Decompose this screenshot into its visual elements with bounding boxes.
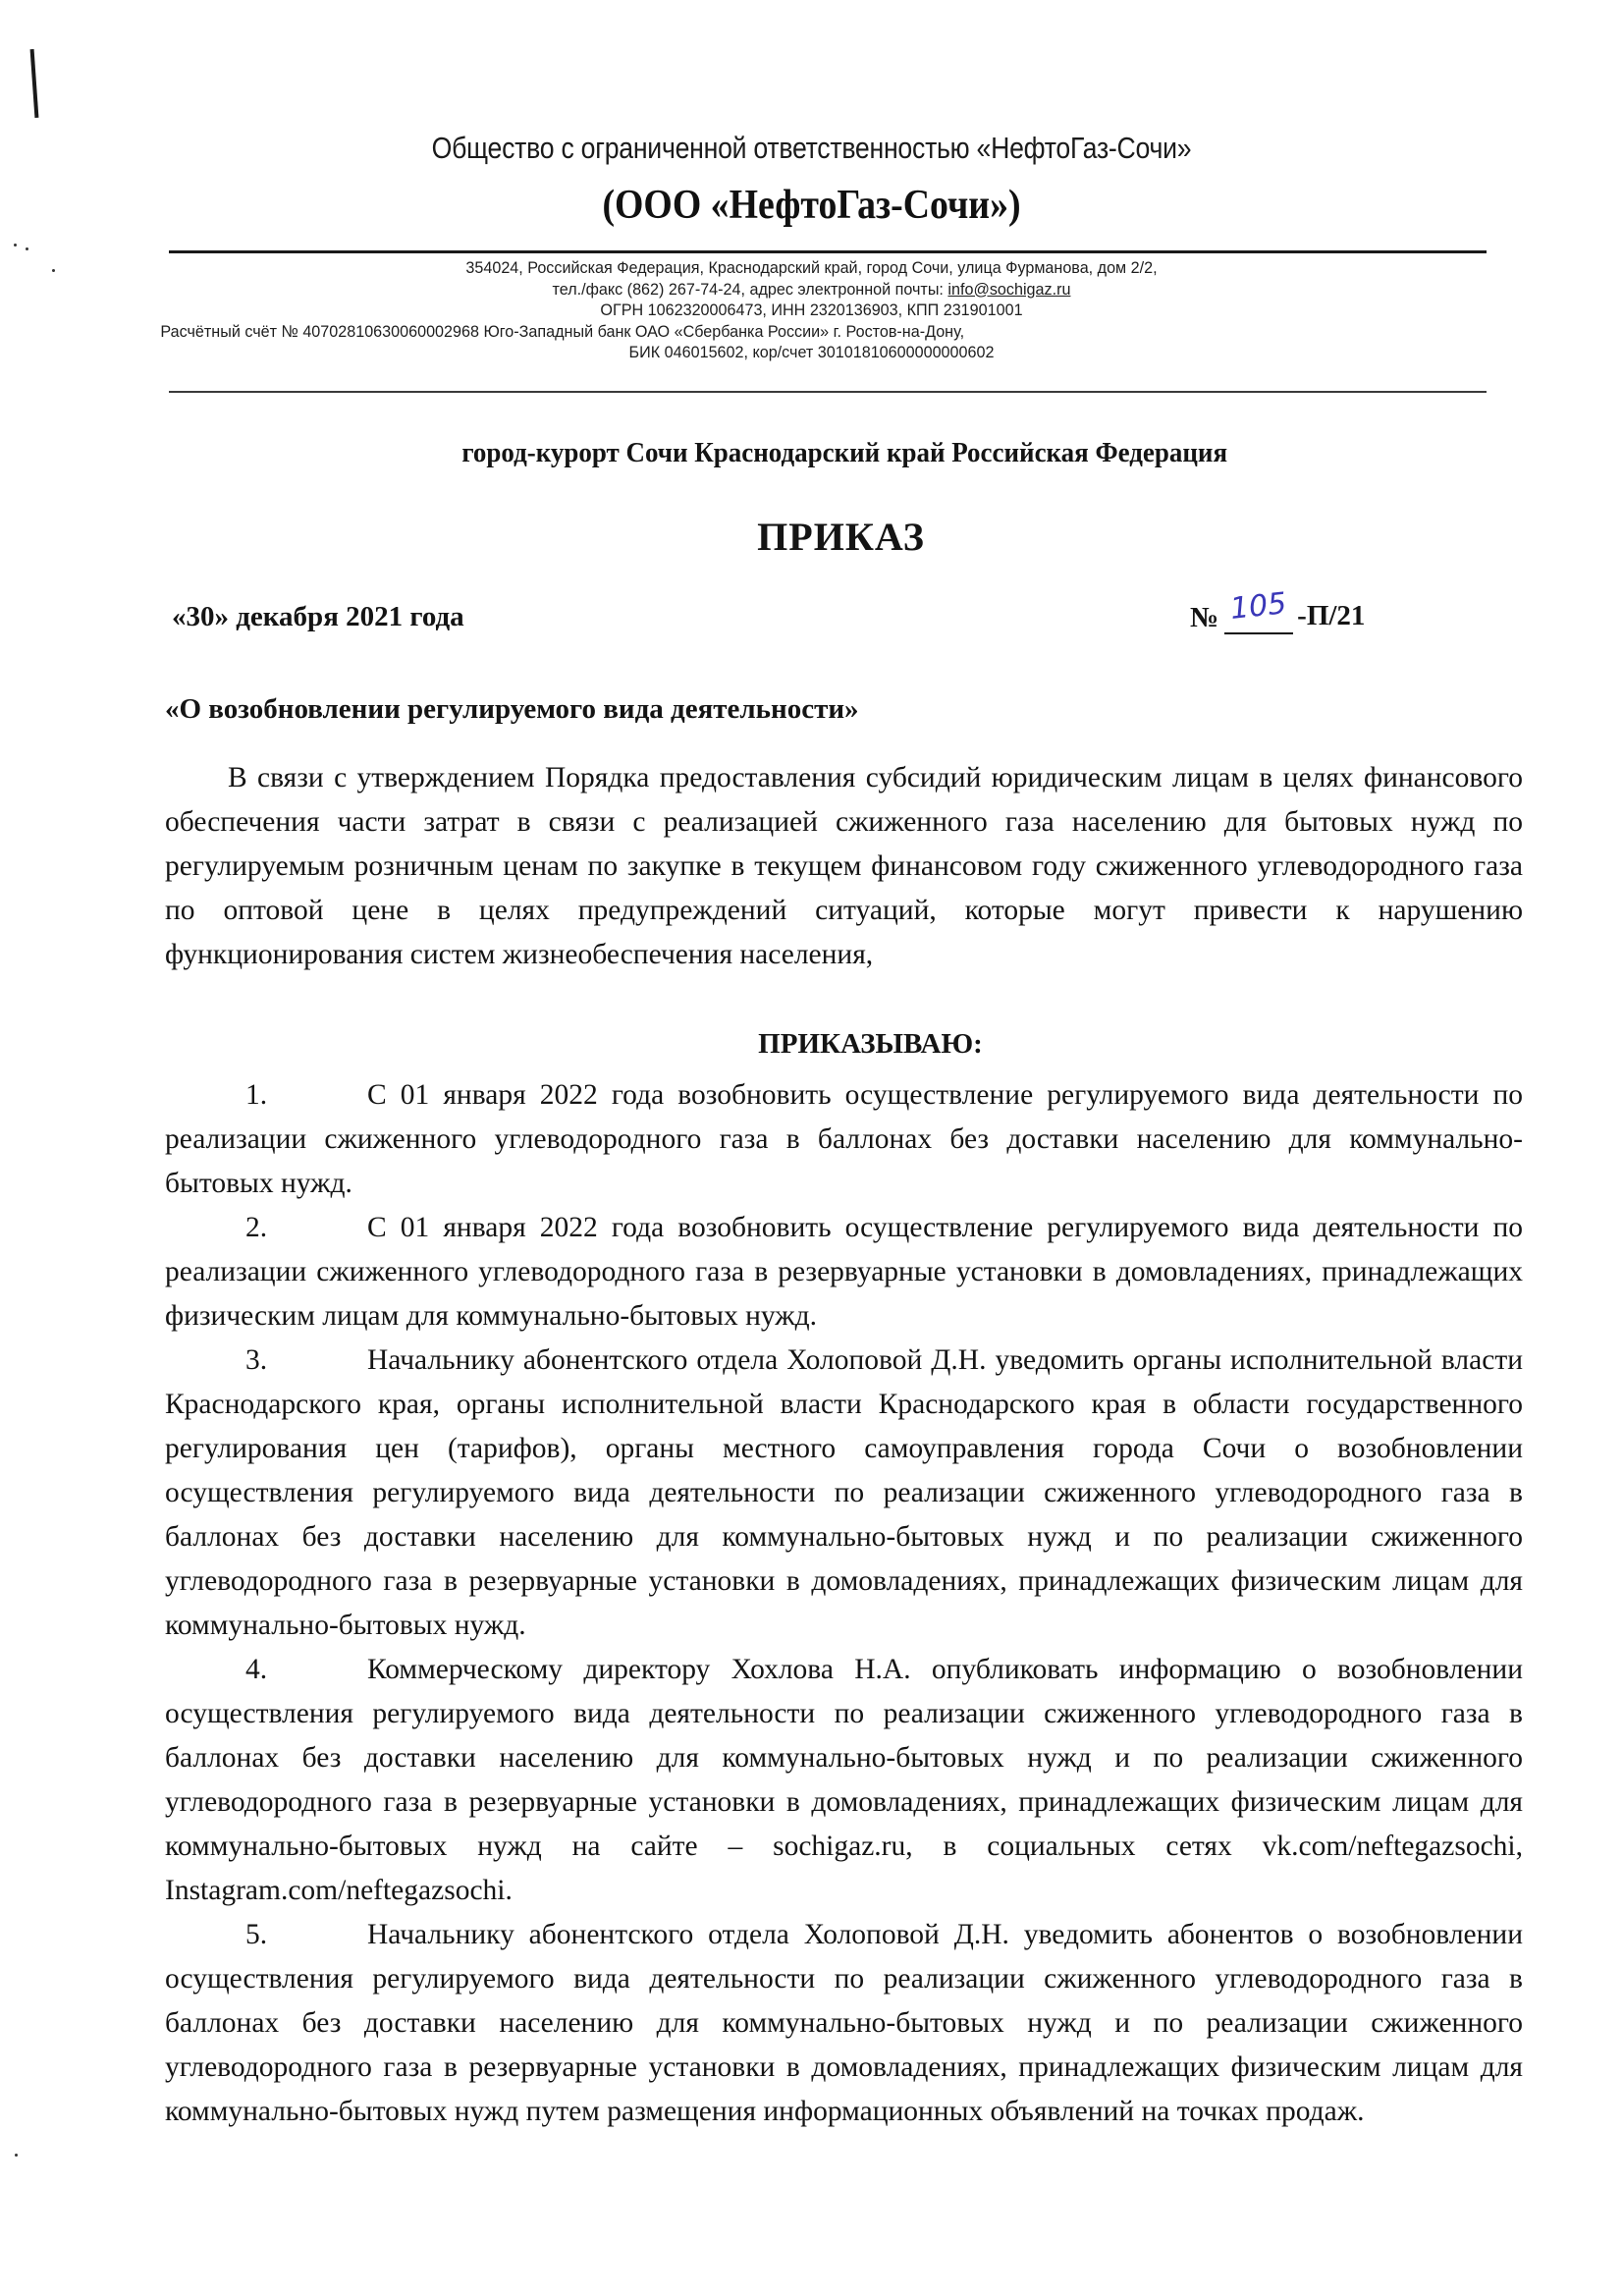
order-item-3 <box>165 1339 1523 1648</box>
preamble-paragraph: В связи с утверждением Порядка предоставления субсидий юридическим лицам в целях финансового обеспечения части затрат в связи с реализацией сжиженного газа населению для бытовых нужд по регулируемым розничным ценам по закупке в текущем финансовом году сжиженного углеводородного газа по оптовой цене в целях предупреждений ситуаций, которые могут привести к нарушению функционирования систем жизнеобеспечения населения, <box>165 762 1523 970</box>
city-line: город-курорт Сочи Краснодарский край Российская Федерация <box>461 437 1228 468</box>
number-suffix: -П/21 <box>1297 600 1366 631</box>
letterhead-divider-top <box>169 250 1487 253</box>
bank-account-line: Расчётный счёт № 40702810630060002968 Юго-Западный банк ОАО «Сбербанка России» г. Ростов-на-Дону, <box>160 321 965 341</box>
number-sign: № <box>1190 602 1219 633</box>
contact-prefix: тел./факс (862) 267-74-24, адрес электронной почты: <box>552 279 948 299</box>
item-number: 1. <box>245 1079 268 1111</box>
organization-short-name: (ООО «НефтоГаз-Сочи») <box>602 183 1021 228</box>
registration-line: ОГРН 1062320006473, ИНН 2320136903, КПП 231901001 <box>600 301 1023 319</box>
document-date: «30» декабря 2021 года <box>172 601 464 632</box>
contact-line <box>40 279 1582 301</box>
handwritten-number: 105 <box>1228 586 1289 627</box>
decree-heading: ПРИКАЗЫВАЮ: <box>758 1028 983 1060</box>
letterhead-divider-bottom <box>169 391 1487 393</box>
document-title: ПРИКАЗ <box>757 515 925 559</box>
address-line: 354024, Российская Федерация, Краснодарский край, город Сочи, улица Фурманова, дом 2/2, <box>465 258 1158 277</box>
document-subject: «О возобновлении регулируемого вида деятельности» <box>165 693 859 725</box>
scan-artifact-mark <box>30 49 39 118</box>
company-requisites <box>0 257 1623 363</box>
order-item-4 <box>165 1648 1523 1913</box>
item-text: Начальнику абонентского отдела Холоповой Д.Н. уведомить абонентов о возобновлении осуществления регулируемого вида деятельности по реализации сжиженного углеводородного газа в баллонах без доставки населению для коммунально-бытовых нужд и по реализации сжиженного углеводородного газа в резервуарные установки в домовладениях, принадлежащих физическим лицам для коммунально-бытовых нужд путем размещения информационных объявлений на точках продаж. <box>165 1919 1523 2127</box>
scan-speck <box>26 247 28 250</box>
item-number: 2. <box>245 1212 268 1243</box>
scan-speck <box>14 244 17 246</box>
order-item-2 <box>165 1206 1523 1339</box>
item-number: 4. <box>245 1654 268 1685</box>
document-number <box>1190 586 1366 634</box>
item-text: Коммерческому директору Хохлова Н.А. опубликовать информацию о возобновлении осуществления регулируемого вида деятельности по реализации сжиженного углеводородного газа в баллонах без доставки населению для коммунально-бытовых нужд и по реализации сжиженного углеводородного газа в резервуарные установки в домовладениях, принадлежащих физическим лицам для коммунально-бытовых нужд на сайте – sochigaz.ru, в социальных сетях vk.com/neftegazsochi, Instagram.com/neftegazsochi. <box>165 1654 1523 1906</box>
item-text: С 01 января 2022 года возобновить осуществление регулируемого вида деятельности по реализации сжиженного углеводородного газа в резервуарные установки в домовладениях, принадлежащих физическим лицам для коммунально-бытовых нужд. <box>165 1212 1523 1332</box>
scan-speck <box>15 2154 18 2157</box>
item-number: 3. <box>245 1344 268 1376</box>
item-text: С 01 января 2022 года возобновить осуществление регулируемого вида деятельности по реализации сжиженного углеводородного газа в баллонах без доставки населению для коммунально-бытовых нужд. <box>165 1079 1523 1199</box>
number-blank <box>1224 586 1293 634</box>
organization-full-name: Общество с ограниченной ответственностью «НефтоГаз-Сочи» <box>431 131 1192 165</box>
order-item-5 <box>165 1913 1523 2134</box>
item-number: 5. <box>245 1919 268 1950</box>
bik-line: БИК 046015602, кор/счет 30101810600000000602 <box>628 343 995 361</box>
order-items <box>165 1073 1523 2134</box>
email-link[interactable]: info@sochigaz.ru <box>947 279 1071 299</box>
order-item-1 <box>165 1073 1523 1206</box>
item-text: Начальнику абонентского отдела Холоповой Д.Н. уведомить органы исполнительной власти Краснодарского края, органы исполнительной власти Краснодарского края в области государственного регулирования цен (тарифов), органы местного самоуправления города Сочи о возобновлении осуществления регулируемого вида деятельности по реализации сжиженного углеводородного газа в баллонах без доставки населению для коммунально-бытовых нужд и по реализации сжиженного углеводородного газа в резервуарные установки в домовладениях, принадлежащих физическим лицам для коммунально-бытовых нужд. <box>165 1344 1523 1641</box>
